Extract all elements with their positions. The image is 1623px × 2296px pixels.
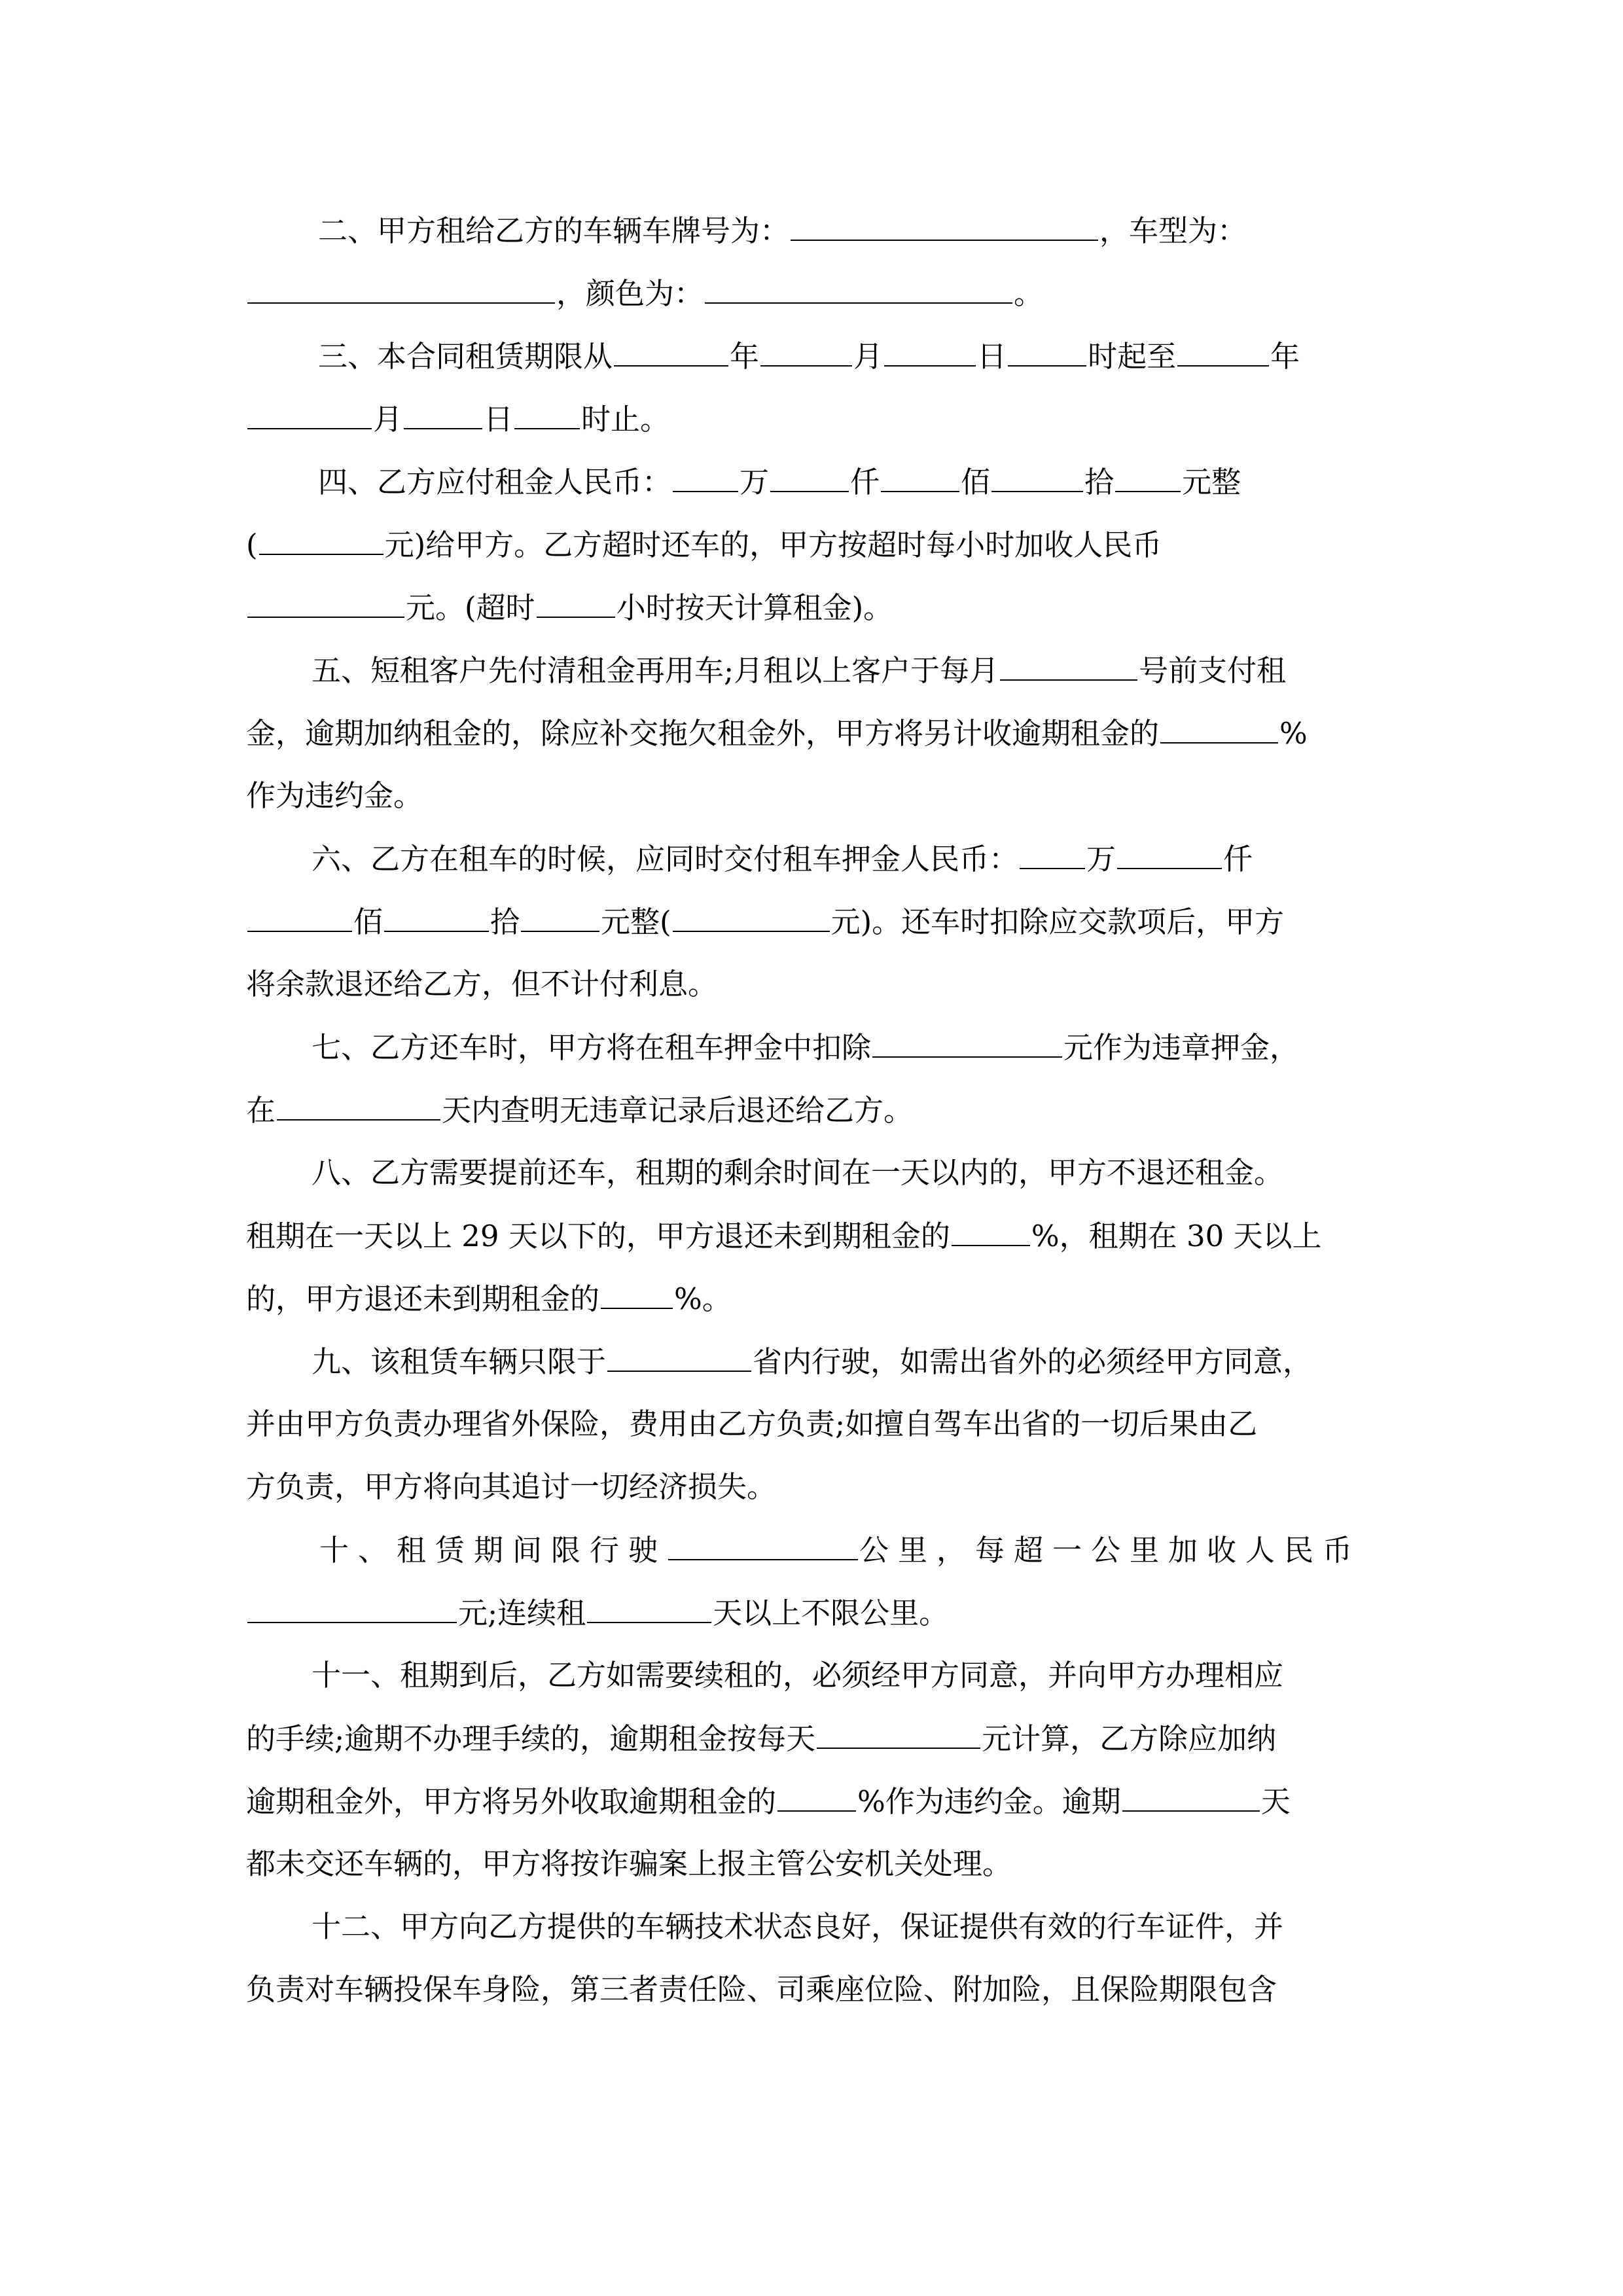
fill-in-blank bbox=[770, 462, 849, 492]
contract-line bbox=[246, 1593, 1390, 1632]
fill-in-blank bbox=[952, 1216, 1030, 1246]
line-text: 公里，每超一公里加收人民币 bbox=[859, 1533, 1362, 1568]
fill-in-blank bbox=[247, 588, 404, 618]
line-text: 天以上不限公里。 bbox=[713, 1596, 949, 1630]
fill-in-blank bbox=[881, 462, 959, 492]
line-text: 七、乙方还车时，甲方将在租车押金中扣除 bbox=[312, 1030, 872, 1065]
contract-line bbox=[246, 1530, 1463, 1570]
fill-in-blank bbox=[884, 336, 976, 367]
fill-in-blank bbox=[872, 1028, 1062, 1058]
line-text: 负责对车辆投保车身险，第三者责任险、司乘座位险、附加险，且保险期限包含 bbox=[246, 1972, 1277, 2007]
contract-line bbox=[246, 1782, 1390, 1821]
line-text: 金，逾期加纳租金的，除应补交拖欠租金外，甲方将另计收逾期租金的 bbox=[246, 716, 1160, 751]
contract-line bbox=[246, 1342, 1455, 1381]
contract-line bbox=[246, 274, 1390, 313]
fill-in-blank bbox=[404, 399, 482, 429]
line-text: 佰 bbox=[353, 905, 383, 939]
fill-in-blank bbox=[607, 1342, 751, 1372]
line-text: 元整 bbox=[1182, 465, 1241, 499]
contract-line bbox=[246, 1907, 1455, 1946]
fill-in-blank bbox=[277, 1090, 440, 1121]
line-text: 日 bbox=[484, 402, 514, 437]
contract-line bbox=[246, 399, 1390, 439]
contract-line bbox=[246, 1153, 1455, 1193]
fill-in-blank bbox=[1177, 336, 1269, 367]
contract-line bbox=[246, 965, 1390, 1004]
contract-line bbox=[246, 1028, 1455, 1067]
contract-line bbox=[246, 211, 1462, 250]
fill-in-blank bbox=[1000, 651, 1137, 681]
fill-in-blank bbox=[705, 274, 1012, 304]
contract-line bbox=[246, 902, 1390, 941]
fill-in-blank bbox=[514, 399, 580, 429]
fill-in-blank bbox=[259, 525, 383, 555]
line-text: 作为违约金。 bbox=[246, 778, 423, 813]
contract-line bbox=[246, 336, 1462, 376]
fill-in-blank bbox=[1008, 336, 1086, 367]
contract-line bbox=[246, 1279, 1390, 1318]
contract-line bbox=[246, 1467, 1390, 1507]
line-text: 元。(超时 bbox=[406, 590, 535, 625]
line-text: 将余款退还给乙方，但不计付利息。 bbox=[246, 967, 718, 1001]
line-text: % bbox=[1279, 716, 1308, 751]
contract-line bbox=[246, 1844, 1390, 1884]
line-text: 八、乙方需要提前还车，租期的剩余时间在一天以内的，甲方不退还租金。 bbox=[312, 1155, 1284, 1190]
line-text: 租期在一天以上 29 天以下的，甲方退还未到期租金的 bbox=[246, 1219, 950, 1253]
fill-in-blank bbox=[991, 462, 1083, 492]
contract-line bbox=[246, 1090, 1390, 1130]
line-text: 万 bbox=[1086, 842, 1116, 876]
fill-in-blank bbox=[537, 588, 615, 618]
fill-in-blank bbox=[247, 902, 352, 932]
line-text: 元)给甲方。乙方超时还车的，甲方按超时每小时加收人民币 bbox=[384, 528, 1162, 562]
fill-in-blank bbox=[777, 1782, 856, 1812]
fill-in-blank bbox=[247, 274, 555, 304]
line-text: 省内行驶，如需出省外的必须经甲方同意， bbox=[753, 1344, 1313, 1379]
line-text: 月 bbox=[373, 402, 403, 437]
line-text: 十、租赁期间限行驶 bbox=[319, 1533, 668, 1568]
line-text: %，租期在 30 天以上 bbox=[1031, 1219, 1322, 1253]
fill-in-blank bbox=[521, 902, 599, 932]
line-text: 天 bbox=[1260, 1784, 1291, 1819]
line-text: %。 bbox=[674, 1282, 732, 1316]
line-text: 的手续;逾期不办理手续的，逾期租金按每天 bbox=[246, 1721, 816, 1756]
fill-in-blank bbox=[817, 1719, 980, 1749]
fill-in-blank bbox=[1020, 839, 1085, 869]
contract-line bbox=[246, 1656, 1455, 1695]
line-text: ，颜色为： bbox=[556, 276, 704, 311]
line-text: 方负责，甲方将向其追讨一切经济损失。 bbox=[246, 1469, 777, 1504]
fill-in-blank bbox=[791, 211, 1098, 241]
contract-line bbox=[246, 1719, 1390, 1758]
fill-in-blank bbox=[247, 399, 372, 429]
contract-line bbox=[246, 713, 1390, 753]
line-text: 时起至 bbox=[1088, 339, 1177, 374]
line-text: 并由甲方负责办理省外保险，费用由乙方负责;如擅自驾车出省的一切后果由乙 bbox=[246, 1407, 1258, 1441]
line-text: 十二、甲方向乙方提供的车辆技术状态良好，保证提供有效的行车证件，并 bbox=[312, 1909, 1284, 1944]
line-text: %作为违约金。逾期 bbox=[857, 1784, 1121, 1819]
contract-line bbox=[246, 525, 1390, 564]
line-text: 逾期租金外，甲方将另外收取逾期租金的 bbox=[246, 1784, 777, 1819]
fill-in-blank bbox=[601, 1279, 673, 1309]
line-text: 元计算，乙方除应加纳 bbox=[982, 1721, 1277, 1756]
contract-line bbox=[246, 1405, 1390, 1444]
line-text: 月 bbox=[853, 339, 883, 374]
contract-line bbox=[246, 651, 1455, 690]
line-text: 。 bbox=[1014, 276, 1044, 311]
line-text: 元整( bbox=[601, 905, 671, 939]
contract-line bbox=[246, 1970, 1390, 2009]
fill-in-blank bbox=[247, 1593, 457, 1623]
fill-in-blank bbox=[760, 336, 852, 367]
line-text: 拾 bbox=[1084, 465, 1115, 499]
line-text: 二、甲方租给乙方的车辆车牌号为： bbox=[318, 213, 790, 248]
line-text: 九、该租赁车辆只限于 bbox=[312, 1344, 607, 1379]
line-text: 年 bbox=[1270, 339, 1300, 374]
line-text: 都未交还车辆的，甲方将按诈骗案上报主管公安机关处理。 bbox=[246, 1846, 1012, 1881]
line-text: 天内查明无违章记录后退还给乙方。 bbox=[442, 1093, 914, 1128]
fill-in-blank bbox=[384, 902, 489, 932]
contract-line bbox=[246, 776, 1390, 816]
contract-line bbox=[246, 839, 1455, 878]
line-text: 五、短租客户先付清租金再用车;月租以上客户于每月 bbox=[312, 653, 999, 688]
line-text: 号前支付租 bbox=[1139, 653, 1287, 688]
line-text: 十一、租期到后，乙方如需要续租的，必须经甲方同意，并向甲方办理相应 bbox=[312, 1658, 1284, 1693]
line-text: 佰 bbox=[961, 465, 991, 499]
line-text: ，车型为： bbox=[1099, 213, 1247, 248]
fill-in-blank bbox=[1117, 839, 1222, 869]
fill-in-blank bbox=[673, 462, 738, 492]
contract-line bbox=[246, 1216, 1390, 1255]
fill-in-blank bbox=[1122, 1782, 1260, 1812]
line-text: 日 bbox=[977, 339, 1007, 374]
line-text: 仟 bbox=[850, 465, 880, 499]
fill-in-blank bbox=[1160, 713, 1278, 744]
line-text: ( bbox=[246, 528, 258, 562]
line-text: 在 bbox=[246, 1093, 276, 1128]
line-text: 时止。 bbox=[581, 402, 670, 437]
fill-in-blank bbox=[1115, 462, 1181, 492]
line-text: 六、乙方在租车的时候，应同时交付租车押金人民币： bbox=[312, 842, 1019, 876]
line-text: 小时按天计算租金)。 bbox=[616, 590, 893, 625]
line-text: 拾 bbox=[490, 905, 520, 939]
fill-in-blank bbox=[614, 336, 728, 367]
fill-in-blank bbox=[673, 902, 830, 932]
line-text: 三、本合同租赁期限从 bbox=[318, 339, 613, 374]
fill-in-blank bbox=[587, 1593, 711, 1623]
line-text: 四、乙方应付租金人民币： bbox=[318, 465, 672, 499]
contract-line bbox=[246, 462, 1462, 501]
line-text: 的，甲方退还未到期租金的 bbox=[246, 1282, 600, 1316]
line-text: 年 bbox=[730, 339, 760, 374]
contract-line bbox=[246, 588, 1390, 627]
line-text: 元作为违章押金， bbox=[1063, 1030, 1300, 1065]
line-text: 元;连续租 bbox=[458, 1596, 586, 1630]
fill-in-blank bbox=[668, 1530, 858, 1560]
line-text: 万 bbox=[740, 465, 770, 499]
line-text: 元)。还车时扣除应交款项后，甲方 bbox=[830, 905, 1285, 939]
line-text: 仟 bbox=[1223, 842, 1253, 876]
